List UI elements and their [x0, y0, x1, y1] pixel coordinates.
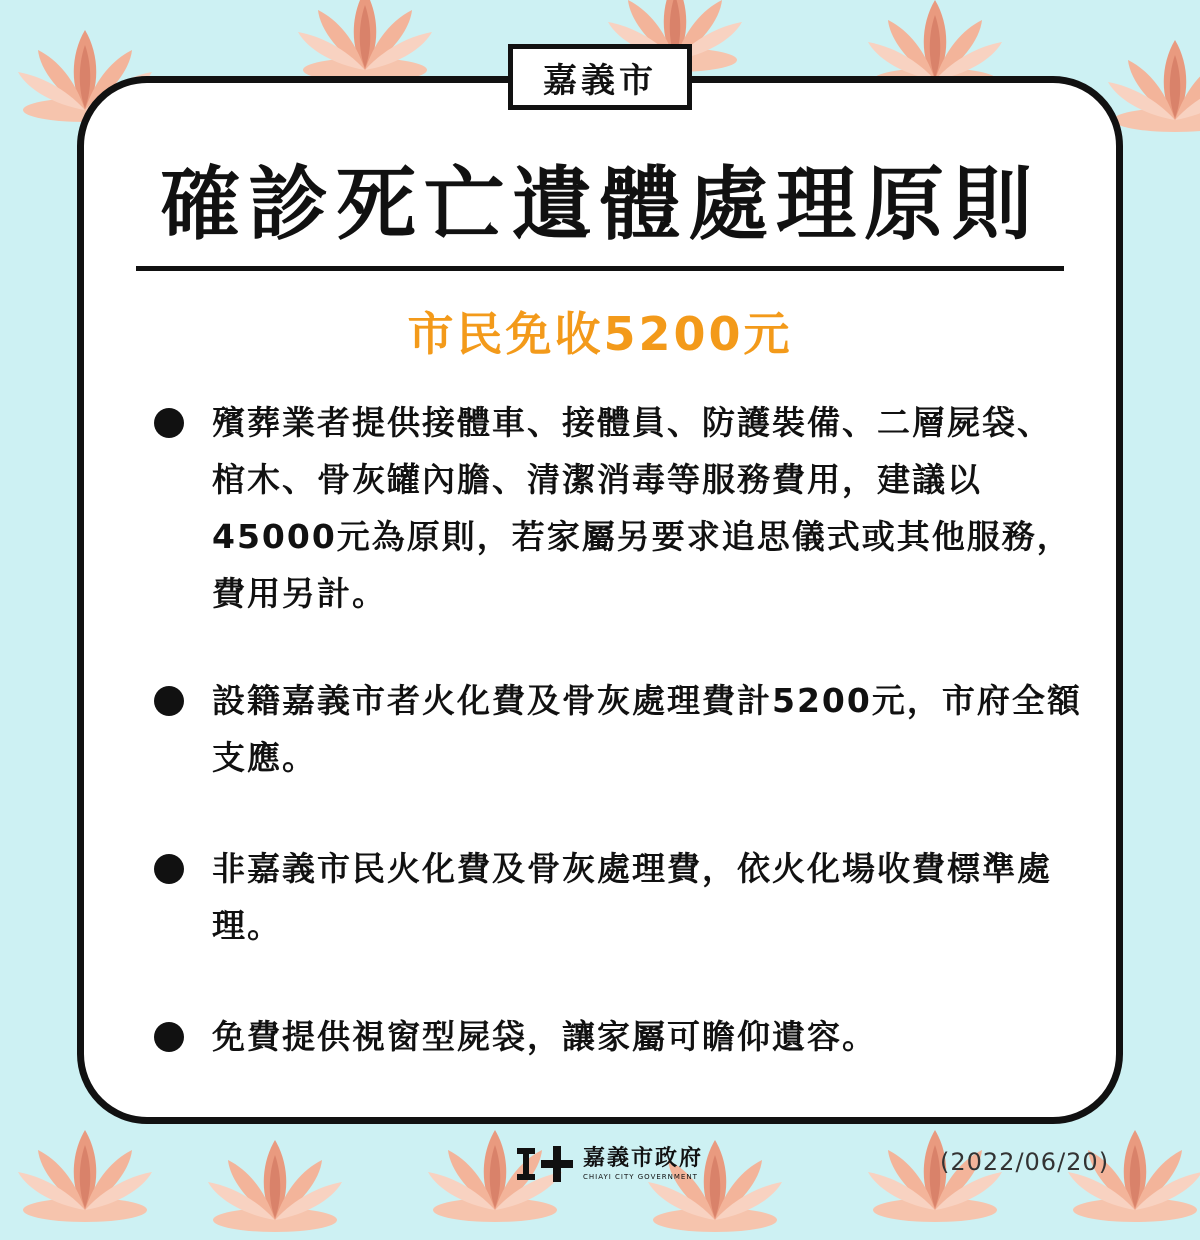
bullet-icon: [154, 854, 184, 884]
page-title: 確診死亡遺體處理原則: [160, 158, 1040, 251]
list-item-text: 殯葬業者提供接體車、接體員、防護裝備、二層屍袋、棺木、骨灰罐內膽、清潔消毒等服務費用，建議以45000元為原則，若家屬另要求追思儀式或其他服務，費用另計。: [212, 403, 1072, 613]
city-badge: 嘉義市: [508, 44, 692, 110]
logo-english-name: CHIAYI CITY GOVERNMENT: [583, 1173, 698, 1181]
list-item-text: 非嘉義市民火化費及骨灰處理費，依火化場收費標準處理。: [212, 849, 1052, 945]
bullet-icon: [154, 1022, 184, 1052]
publish-date: (2022/06/20): [940, 1148, 1110, 1176]
bullet-icon: [154, 686, 184, 716]
lotus-decoration-icon: [10, 1110, 160, 1230]
bullet-icon: [154, 408, 184, 438]
page-subtitle: 市民免收5200元: [407, 307, 793, 361]
government-logo: [515, 1144, 703, 1184]
logo-chinese-name: 嘉義市政府: [583, 1146, 704, 1171]
government-logo-icon: [515, 1144, 577, 1184]
list-item-text: 設籍嘉義市者火化費及骨灰處理費計5200元，市府全額支應。: [212, 681, 1082, 777]
lotus-decoration-icon: [200, 1120, 350, 1240]
title-divider: [136, 266, 1064, 271]
list-item-text: 免費提供視窗型屍袋，讓家屬可瞻仰遺容。: [212, 1017, 877, 1056]
